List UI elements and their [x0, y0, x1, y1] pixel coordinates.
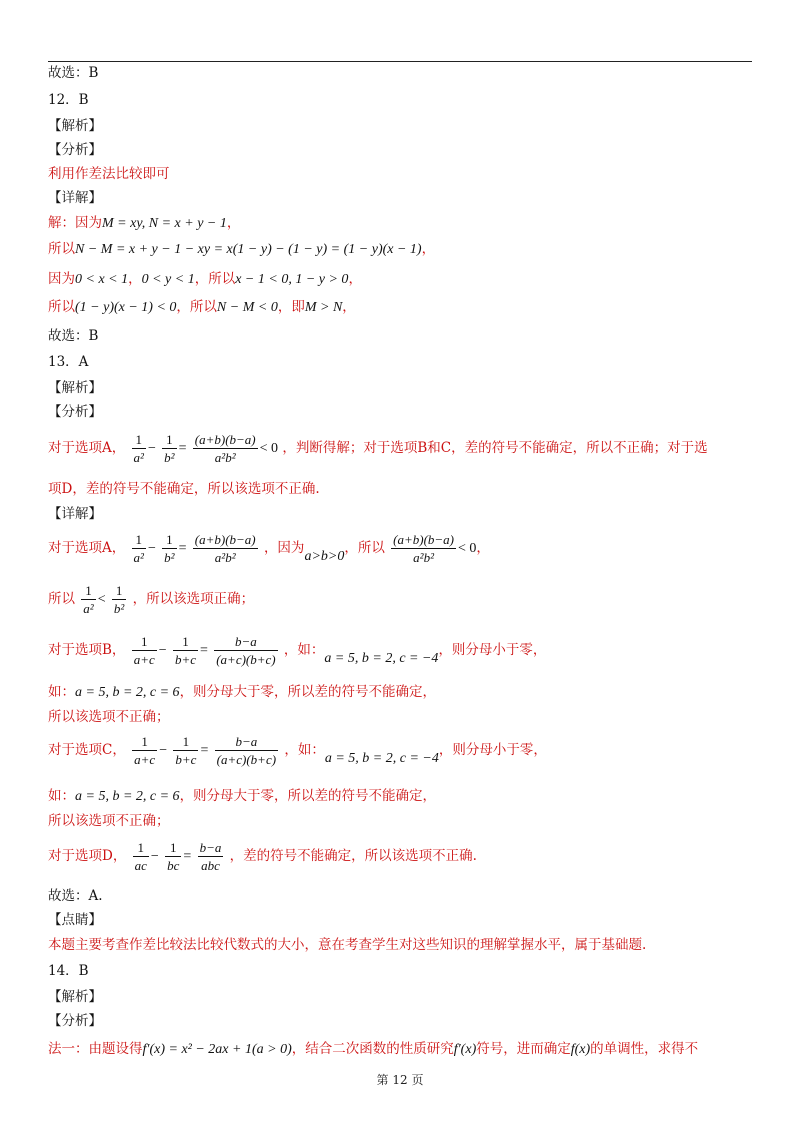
line-analysis-13-a: 对于选项A， $\frac{1}{\text{a²}}$ − $\frac{1}{\text{b²}}$ = $\frac{(a+b)(b-a)}{\text{a²b²}}$ < 0 ，判断得解；对于选项B和C，差的符号不能确定，所以不正确；对于选	[48, 432, 708, 465]
fraction-1-bc: $\frac{1}{bc}$	[167, 840, 180, 873]
line-xiangjie-12: 【详解】	[48, 190, 102, 206]
fraction-b-diff: $\frac{b-a}{(a+c)(b+c)}$	[216, 634, 276, 667]
page-number: 第 12 页	[376, 1073, 424, 1087]
fraction-1-b2: $\frac{1}{\text{b²}}$	[164, 532, 175, 565]
line-dianjing: 【点睛】	[48, 912, 102, 928]
line-q14: 14．B	[48, 963, 89, 979]
line-option-b-1: 对于选项B， $\frac{1}{a+c}$ − $\frac{1}{b+c}$ = $\frac{b-a}{(a+c)(b+c)}$ ，如：a = 5, b = 2, c = −4，则分母小于零，	[48, 634, 547, 667]
fraction-1-ac: $\frac{1}{ac}$	[134, 840, 147, 873]
line-q12: 12．B	[48, 92, 89, 108]
line-option-d: 对于选项D， $\frac{1}{ac}$ − $\frac{1}{bc}$ = $\frac{b-a}{\text{abc}}$ ，差的符号不能确定，所以该选项不正确.	[48, 840, 477, 873]
line-analysis-12: 利用作差法比较即可	[48, 166, 170, 182]
fraction-1-a2: $\frac{1}{\text{a²}}$	[133, 432, 144, 465]
fraction-c-diff: $\frac{b-a}{(a+c)(b+c)}$	[216, 734, 277, 767]
line-solution-3: 因为0 < x < 1，0 < y < 1，所以x − 1 < 0, 1 − y > 0，	[48, 271, 362, 287]
fraction-diff: $\frac{(a+b)(b-a)}{\text{a²b²}}$	[194, 432, 256, 465]
header-rule	[48, 61, 752, 62]
line-option-c-2: 如：a = 5, b = 2, c = 6，则分母大于零，所以差的符号不能确定，	[48, 788, 437, 804]
line-analysis-14: 法一：由题设得f′(x) = x² − 2ax + 1(a > 0)，结合二次函数的性质研究f′(x)符号，进而确定f(x)的单调性，求得不	[48, 1041, 699, 1057]
fraction-1-a2: $\frac{1}{\text{a²}}$	[133, 532, 144, 565]
line-q13: 13．A	[48, 354, 89, 370]
line-option-b-3: 所以该选项不正确；	[48, 709, 170, 725]
line-answer-13: 故选：A.	[48, 888, 103, 904]
fraction-1-apc: $\frac{1}{a+c}$	[133, 634, 155, 667]
line-fenxi-12: 【分析】	[48, 142, 102, 158]
fraction-1-bpc: $\frac{1}{b+c}$	[175, 734, 197, 767]
line-solution-4: 所以(1 − y)(x − 1) < 0，所以N − M < 0，即M > N，	[48, 299, 356, 315]
line-option-c-1: 对于选项C， $\frac{1}{a+c}$ − $\frac{1}{b+c}$ = $\frac{b-a}{(a+c)(b+c)}$ ，如：a = 5, b = 2, c = −4，则分母小于零，	[48, 734, 547, 767]
line-option-a-1: 对于选项A， $\frac{1}{\text{a²}}$ − $\frac{1}{\text{b²}}$ = $\frac{(a+b)(b-a)}{\text{a²b²}}$ ，因为a>b>0，所以 $\frac{(a+b)(b-a)}{\text{a²b²}}$ < 0，	[48, 532, 490, 565]
fraction-diff: $\frac{(a+b)(b-a)}{\text{a²b²}}$	[194, 532, 256, 565]
fraction-diff-2: $\frac{(a+b)(b-a)}{\text{a²b²}}$	[393, 532, 455, 565]
line-answer-12: 故选：B	[48, 328, 99, 344]
line-xiangjie-13: 【详解】	[48, 506, 102, 522]
fraction-1-a2: $\frac{1}{\text{a²}}$	[83, 583, 94, 616]
line-answer-11: 故选：B	[48, 65, 99, 81]
line-analysis-13-b: 项D，差的符号不能确定，所以该选项不正确.	[48, 481, 320, 497]
line-option-c-3: 所以该选项不正确；	[48, 813, 170, 829]
line-fenxi-14: 【分析】	[48, 1013, 102, 1029]
line-option-a-2: 所以 $\frac{1}{\text{a²}}$ < $\frac{1}{\text{b²}}$ ，所以该选项正确；	[48, 583, 255, 616]
line-solution-1: 解：因为M = xy, N = x + y − 1，	[48, 215, 241, 231]
line-jiexi-12: 【解析】	[48, 118, 102, 134]
line-fenxi-13: 【分析】	[48, 404, 102, 420]
line-solution-2: 所以N − M = x + y − 1 − xy = x(1 − y) − (1 − y) = (1 − y)(x − 1)，	[48, 241, 436, 257]
line-jiexi-14: 【解析】	[48, 989, 102, 1005]
fraction-1-bpc: $\frac{1}{b+c}$	[174, 634, 197, 667]
fraction-1-b2: $\frac{1}{\text{b²}}$	[113, 583, 125, 616]
line-option-b-2: 如：a = 5, b = 2, c = 6，则分母大于零，所以差的符号不能确定，	[48, 684, 437, 700]
line-remark: 本题主要考查作差比较法比较代数式的大小，意在考查学生对这些知识的理解掌握水平，属于基础题.	[48, 937, 647, 953]
fraction-1-apc: $\frac{1}{a+c}$	[134, 734, 156, 767]
fraction-d-diff: $\frac{b-a}{\text{abc}}$	[199, 840, 222, 873]
fraction-1-b2: $\frac{1}{\text{b²}}$	[164, 432, 175, 465]
line-jiexi-13: 【解析】	[48, 380, 102, 396]
